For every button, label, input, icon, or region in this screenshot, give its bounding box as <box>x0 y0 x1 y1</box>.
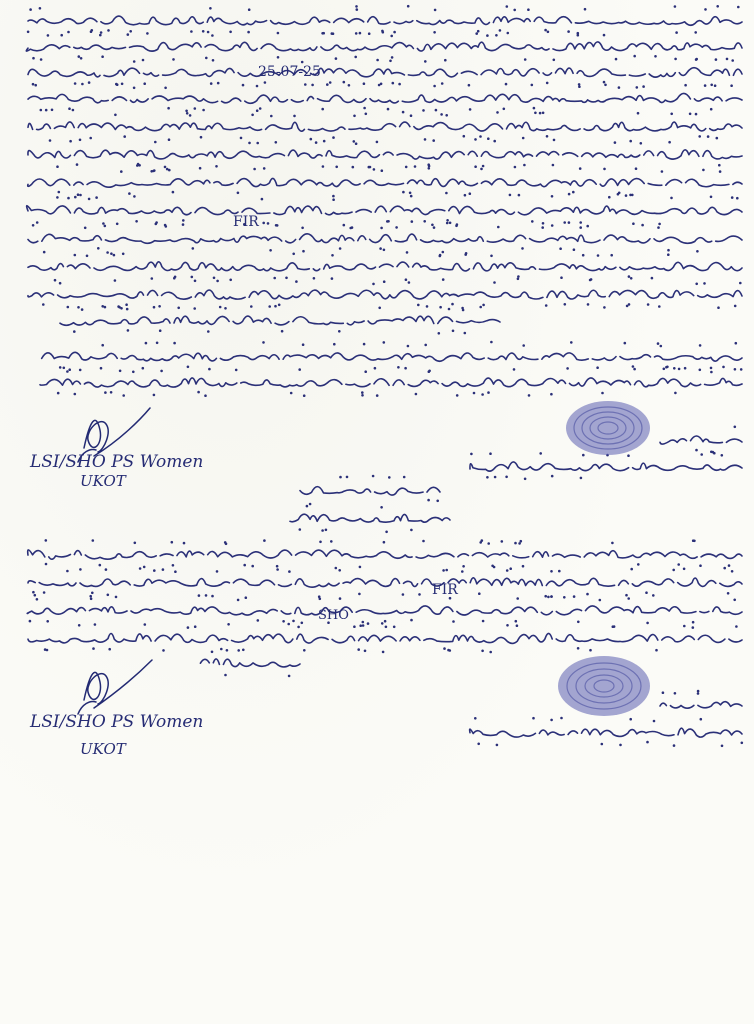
fir-inline-2: FIR <box>432 582 458 598</box>
officer-designation-2: LSI/SHO PS Women <box>30 712 204 732</box>
thumbprint-icon <box>558 656 650 716</box>
date-inline: 25-07-25 <box>258 64 321 80</box>
officer-station-2: UKOT <box>80 740 126 758</box>
officer-designation-1: LSI/SHO PS Women <box>30 452 204 472</box>
sho-inline: SHO <box>318 608 349 623</box>
fir-inline-1: FIR <box>233 214 259 230</box>
officer-station-1: UKOT <box>80 472 126 490</box>
